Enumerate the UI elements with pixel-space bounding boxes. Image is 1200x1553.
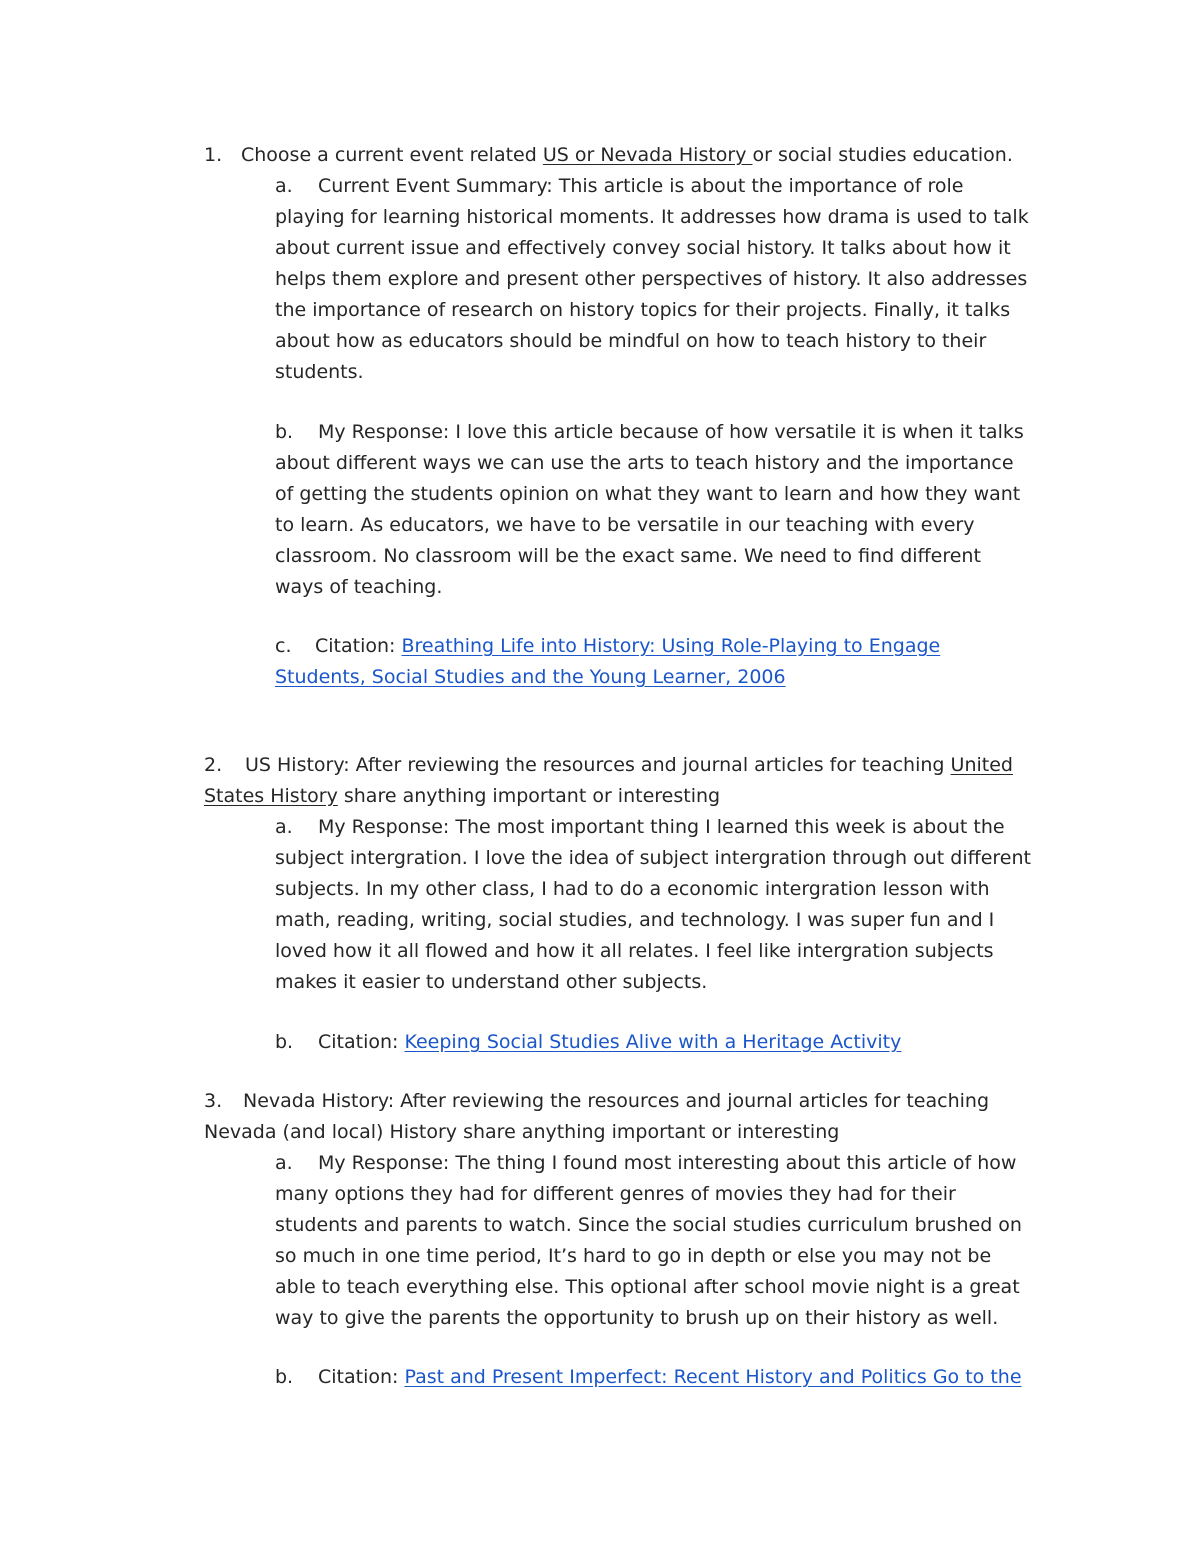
item-1a-marker: a. [275, 175, 293, 197]
item-2b-marker: b. [275, 1031, 294, 1053]
response-line: of getting the students opinion on what they want to learn and how they want [275, 483, 1021, 505]
response-line: math, reading, writing, social studies, and technology. I was super fun and I [275, 909, 995, 931]
item-2-prompt-text-end: share anything important or interesting [337, 785, 721, 807]
citation-link-past-and-present[interactable]: Past and Present Imperfect: Recent History and Politics Go to the [404, 1366, 1022, 1388]
citation-label: Citation: [315, 635, 402, 657]
citation-line [315, 633, 940, 659]
response-line: classroom. No classroom will be the exact same. We need to find different [275, 545, 981, 567]
citation-link-heritage-activity[interactable]: Keeping Social Studies Alive with a Heritage Activity [404, 1031, 902, 1053]
response-line: makes it easier to understand other subjects. [275, 971, 708, 993]
response-line: subjects. In my other class, I had to do a economic intergration lesson with [275, 878, 990, 900]
summary-line: about how as educators should be mindful on how to teach history to their [275, 330, 987, 352]
item-2-prompt-cont [204, 783, 720, 809]
united-states-history-link[interactable]: United [950, 754, 1013, 776]
citation-label: Citation: [318, 1366, 405, 1388]
response-line: ways of teaching. [275, 576, 443, 598]
citation-link-role-playing[interactable]: Breathing Life into History: Using Role-Playing to Engage [401, 635, 941, 657]
summary-line: the importance of research on history topics for their projects. Finally, it talks [275, 299, 1011, 321]
item-3-number: 3. [204, 1090, 223, 1112]
item-2-prompt [245, 752, 1013, 778]
united-states-history-link-cont[interactable]: States History [204, 785, 338, 807]
response-line: to learn. As educators, we have to be versatile in our teaching with every [275, 514, 975, 536]
summary-line: about current issue and effectively convey social history. It talks about how it [275, 237, 1011, 259]
item-3-prompt-cont: Nevada (and local) History share anything important or interesting [204, 1121, 840, 1143]
response-line: so much in one time period, It’s hard to go in depth or else you may not be [275, 1245, 992, 1267]
summary-line: students. [275, 361, 364, 383]
item-1c-marker: c. [275, 635, 292, 657]
response-line: My Response: The thing I found most interesting about this article of how [318, 1152, 1017, 1174]
citation-line [318, 1364, 1022, 1390]
item-1-number: 1. [204, 144, 223, 166]
response-line: My Response: I love this article because of how versatile it is when it talks [318, 421, 1024, 443]
item-3-prompt: Nevada History: After reviewing the resources and journal articles for teaching [243, 1090, 990, 1112]
item-1-prompt-text: Choose a current event related [241, 144, 543, 166]
item-3b-marker: b. [275, 1366, 294, 1388]
item-2a-marker: a. [275, 816, 293, 838]
response-line: loved how it all flowed and how it all relates. I feel like intergration subjects [275, 940, 994, 962]
response-line: subject intergration. I love the idea of subject intergration through out different [275, 847, 1031, 869]
item-2-prompt-text: US History: After reviewing the resources and journal articles for teaching [245, 754, 951, 776]
response-line: many options they had for different genres of movies they had for their [275, 1183, 956, 1205]
us-nevada-history-link[interactable]: US or Nevada History [542, 144, 753, 166]
response-line: My Response: The most important thing I learned this week is about the [318, 816, 1005, 838]
response-line: way to give the parents the opportunity to brush up on their history as well. [275, 1307, 999, 1329]
citation-label: Citation: [318, 1031, 405, 1053]
summary-line: playing for learning historical moments. It addresses how drama is used to talk [275, 206, 1029, 228]
item-1-prompt [241, 142, 1013, 168]
citation-line [275, 664, 786, 690]
summary-line: Current Event Summary: This article is about the importance of role [318, 175, 964, 197]
response-line: about different ways we can use the arts to teach history and the importance [275, 452, 1014, 474]
response-line: able to teach everything else. This optional after school movie night is a great [275, 1276, 1020, 1298]
item-3a-marker: a. [275, 1152, 293, 1174]
citation-link-role-playing-cont[interactable]: Students, Social Studies and the Young Learner, 2006 [275, 666, 786, 688]
summary-line: helps them explore and present other perspectives of history. It also addresses [275, 268, 1028, 290]
citation-line [318, 1029, 901, 1055]
item-1b-marker: b. [275, 421, 294, 443]
item-1-prompt-text-end: or social studies education. [752, 144, 1013, 166]
response-line: students and parents to watch. Since the social studies curriculum brushed on [275, 1214, 1022, 1236]
item-2-number: 2. [204, 754, 223, 776]
